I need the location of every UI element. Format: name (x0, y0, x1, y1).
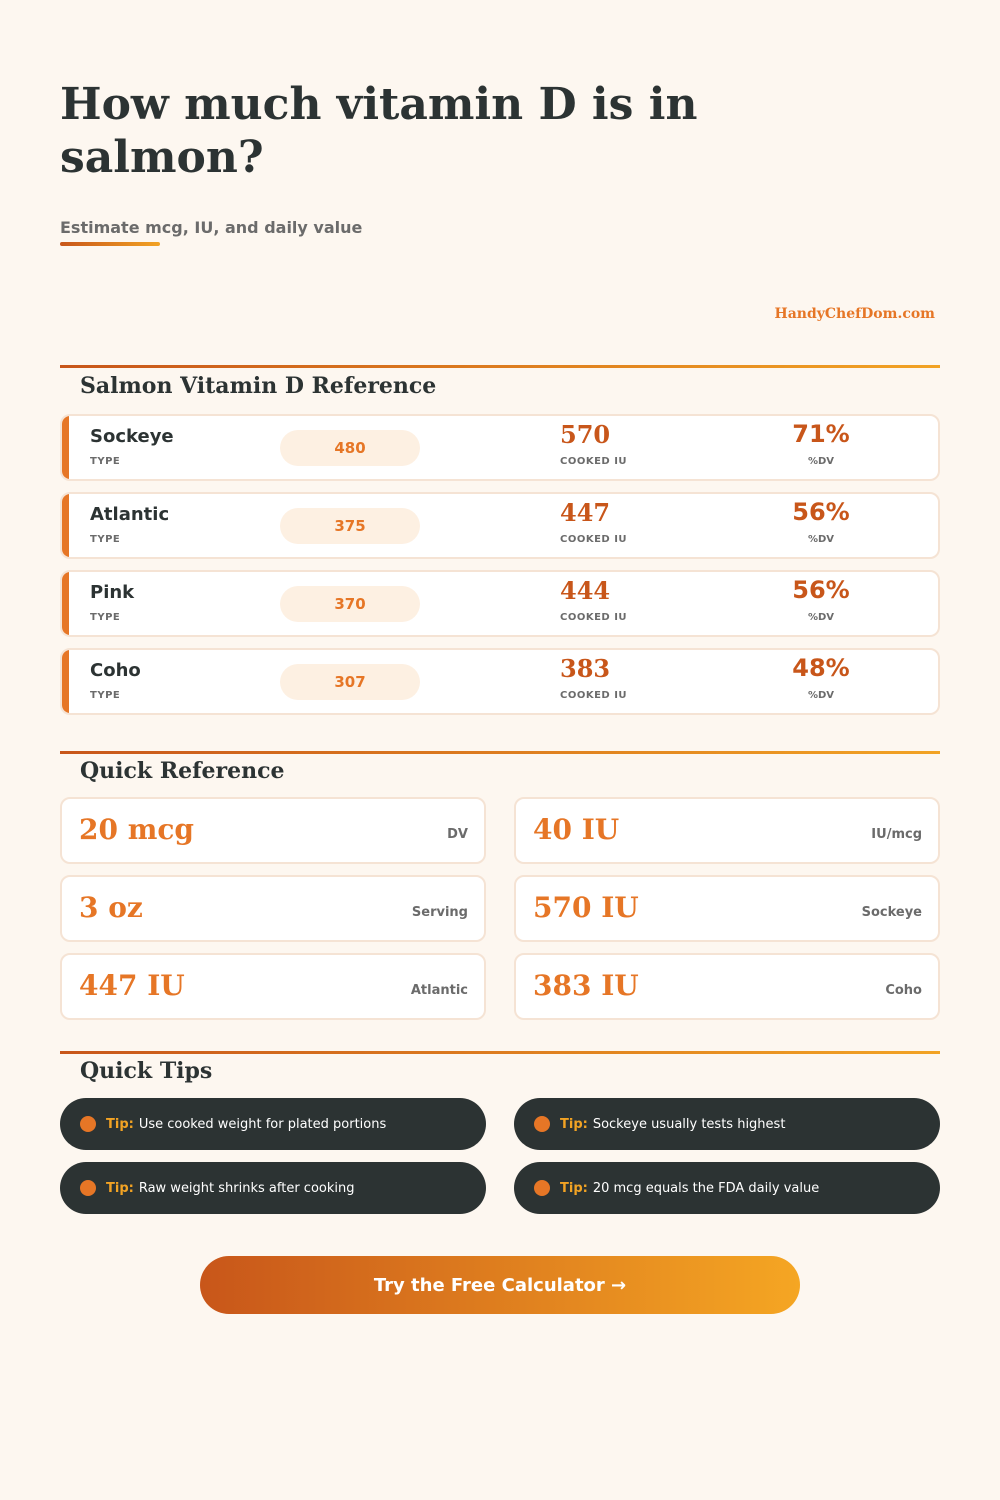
quick-card-label: DV (447, 827, 468, 842)
quick-card-value: 3 oz (79, 891, 143, 924)
tip-item (60, 1162, 486, 1214)
tip-item (514, 1098, 940, 1150)
row-dv-label: %DV (807, 612, 835, 623)
row-cooked-value: 570 (560, 420, 611, 449)
tip-text: Sockeye usually tests highest (592, 1116, 786, 1132)
tip-text: Use cooked weight for plated portions (138, 1116, 387, 1132)
row-type-label: TYPE (90, 456, 121, 467)
page-title: How much vitamin D is in salmon? (60, 79, 698, 183)
quick-card-value: 40 IU (533, 813, 620, 846)
reference-row-pink (60, 570, 940, 637)
row-accent-bar (62, 416, 69, 479)
row-dv-value: 56% (792, 576, 850, 604)
row-cooked-label: COOKED IU (560, 456, 628, 467)
row-accent-bar (62, 650, 69, 713)
tip-dot-icon (80, 1180, 96, 1196)
brand-link[interactable]: HandyChefDom.com (774, 306, 935, 322)
row-raw-value: 307 (280, 664, 420, 700)
tip-dot-icon (80, 1116, 96, 1132)
row-type-name: Coho (90, 660, 141, 681)
row-dv-value: 71% (792, 420, 850, 448)
section-divider-reference (60, 365, 940, 368)
quick-card-value: 447 IU (79, 969, 185, 1002)
section-title-reference: Salmon Vitamin D Reference (80, 373, 437, 399)
row-dv-value: 48% (792, 654, 850, 682)
quick-card-label: IU/mcg (871, 827, 922, 842)
row-dv-label: %DV (807, 690, 835, 701)
row-dv-label: %DV (807, 534, 835, 545)
row-cooked-value: 447 (560, 498, 611, 527)
row-type-label: TYPE (90, 534, 121, 545)
row-cooked-value: 444 (560, 576, 611, 605)
row-cooked-label: COOKED IU (560, 690, 628, 701)
tip-text: 20 mcg equals the FDA daily value (592, 1180, 820, 1196)
tip-prefix: Tip: (560, 1116, 588, 1132)
quick-card-atlantic (60, 953, 486, 1020)
row-cooked-value: 383 (560, 654, 611, 683)
quick-card-value: 383 IU (533, 969, 639, 1002)
row-cooked-label: COOKED IU (560, 534, 628, 545)
tip-item (514, 1162, 940, 1214)
quick-card-value: 20 mcg (79, 813, 194, 846)
row-dv-value: 56% (792, 498, 850, 526)
reference-row-sockeye (60, 414, 940, 481)
row-dv-label: %DV (807, 456, 835, 467)
reference-row-coho (60, 648, 940, 715)
row-accent-bar (62, 494, 69, 557)
quick-card-label: Coho (885, 983, 922, 998)
page-subtitle: Estimate mcg, IU, and daily value (60, 218, 363, 237)
quick-card-dv (60, 797, 486, 864)
quick-card-value: 570 IU (533, 891, 639, 924)
quick-card-coho (514, 953, 940, 1020)
row-type-label: TYPE (90, 612, 121, 623)
tip-prefix: Tip: (560, 1180, 588, 1196)
row-raw-value: 480 (280, 430, 420, 466)
row-cooked-label: COOKED IU (560, 612, 628, 623)
quick-card-label: Atlantic (410, 983, 468, 998)
row-raw-value: 375 (280, 508, 420, 544)
section-title-tips: Quick Tips (80, 1058, 213, 1084)
tip-dot-icon (534, 1116, 550, 1132)
quick-card-sockeye (514, 875, 940, 942)
section-divider-tips (60, 1051, 940, 1054)
subtitle-underline (60, 242, 160, 246)
tip-dot-icon (534, 1180, 550, 1196)
section-divider-quick-reference (60, 751, 940, 754)
section-title-quick-reference: Quick Reference (80, 758, 285, 784)
reference-row-atlantic (60, 492, 940, 559)
row-raw-value: 370 (280, 586, 420, 622)
quick-card-serving (60, 875, 486, 942)
quick-card-label: Sockeye (861, 905, 922, 920)
row-accent-bar (62, 572, 69, 635)
quick-card-iu-per-mcg (514, 797, 940, 864)
tip-text: Raw weight shrinks after cooking (138, 1180, 355, 1196)
tip-prefix: Tip: (106, 1116, 134, 1132)
row-type-name: Sockeye (90, 426, 174, 447)
row-type-label: TYPE (90, 690, 121, 701)
row-type-name: Pink (90, 582, 135, 603)
tip-prefix: Tip: (106, 1180, 134, 1196)
tip-item (60, 1098, 486, 1150)
row-type-name: Atlantic (90, 504, 170, 525)
calculator-cta-button[interactable]: Try the Free Calculator → (200, 1256, 800, 1314)
quick-card-label: Serving (411, 905, 468, 920)
